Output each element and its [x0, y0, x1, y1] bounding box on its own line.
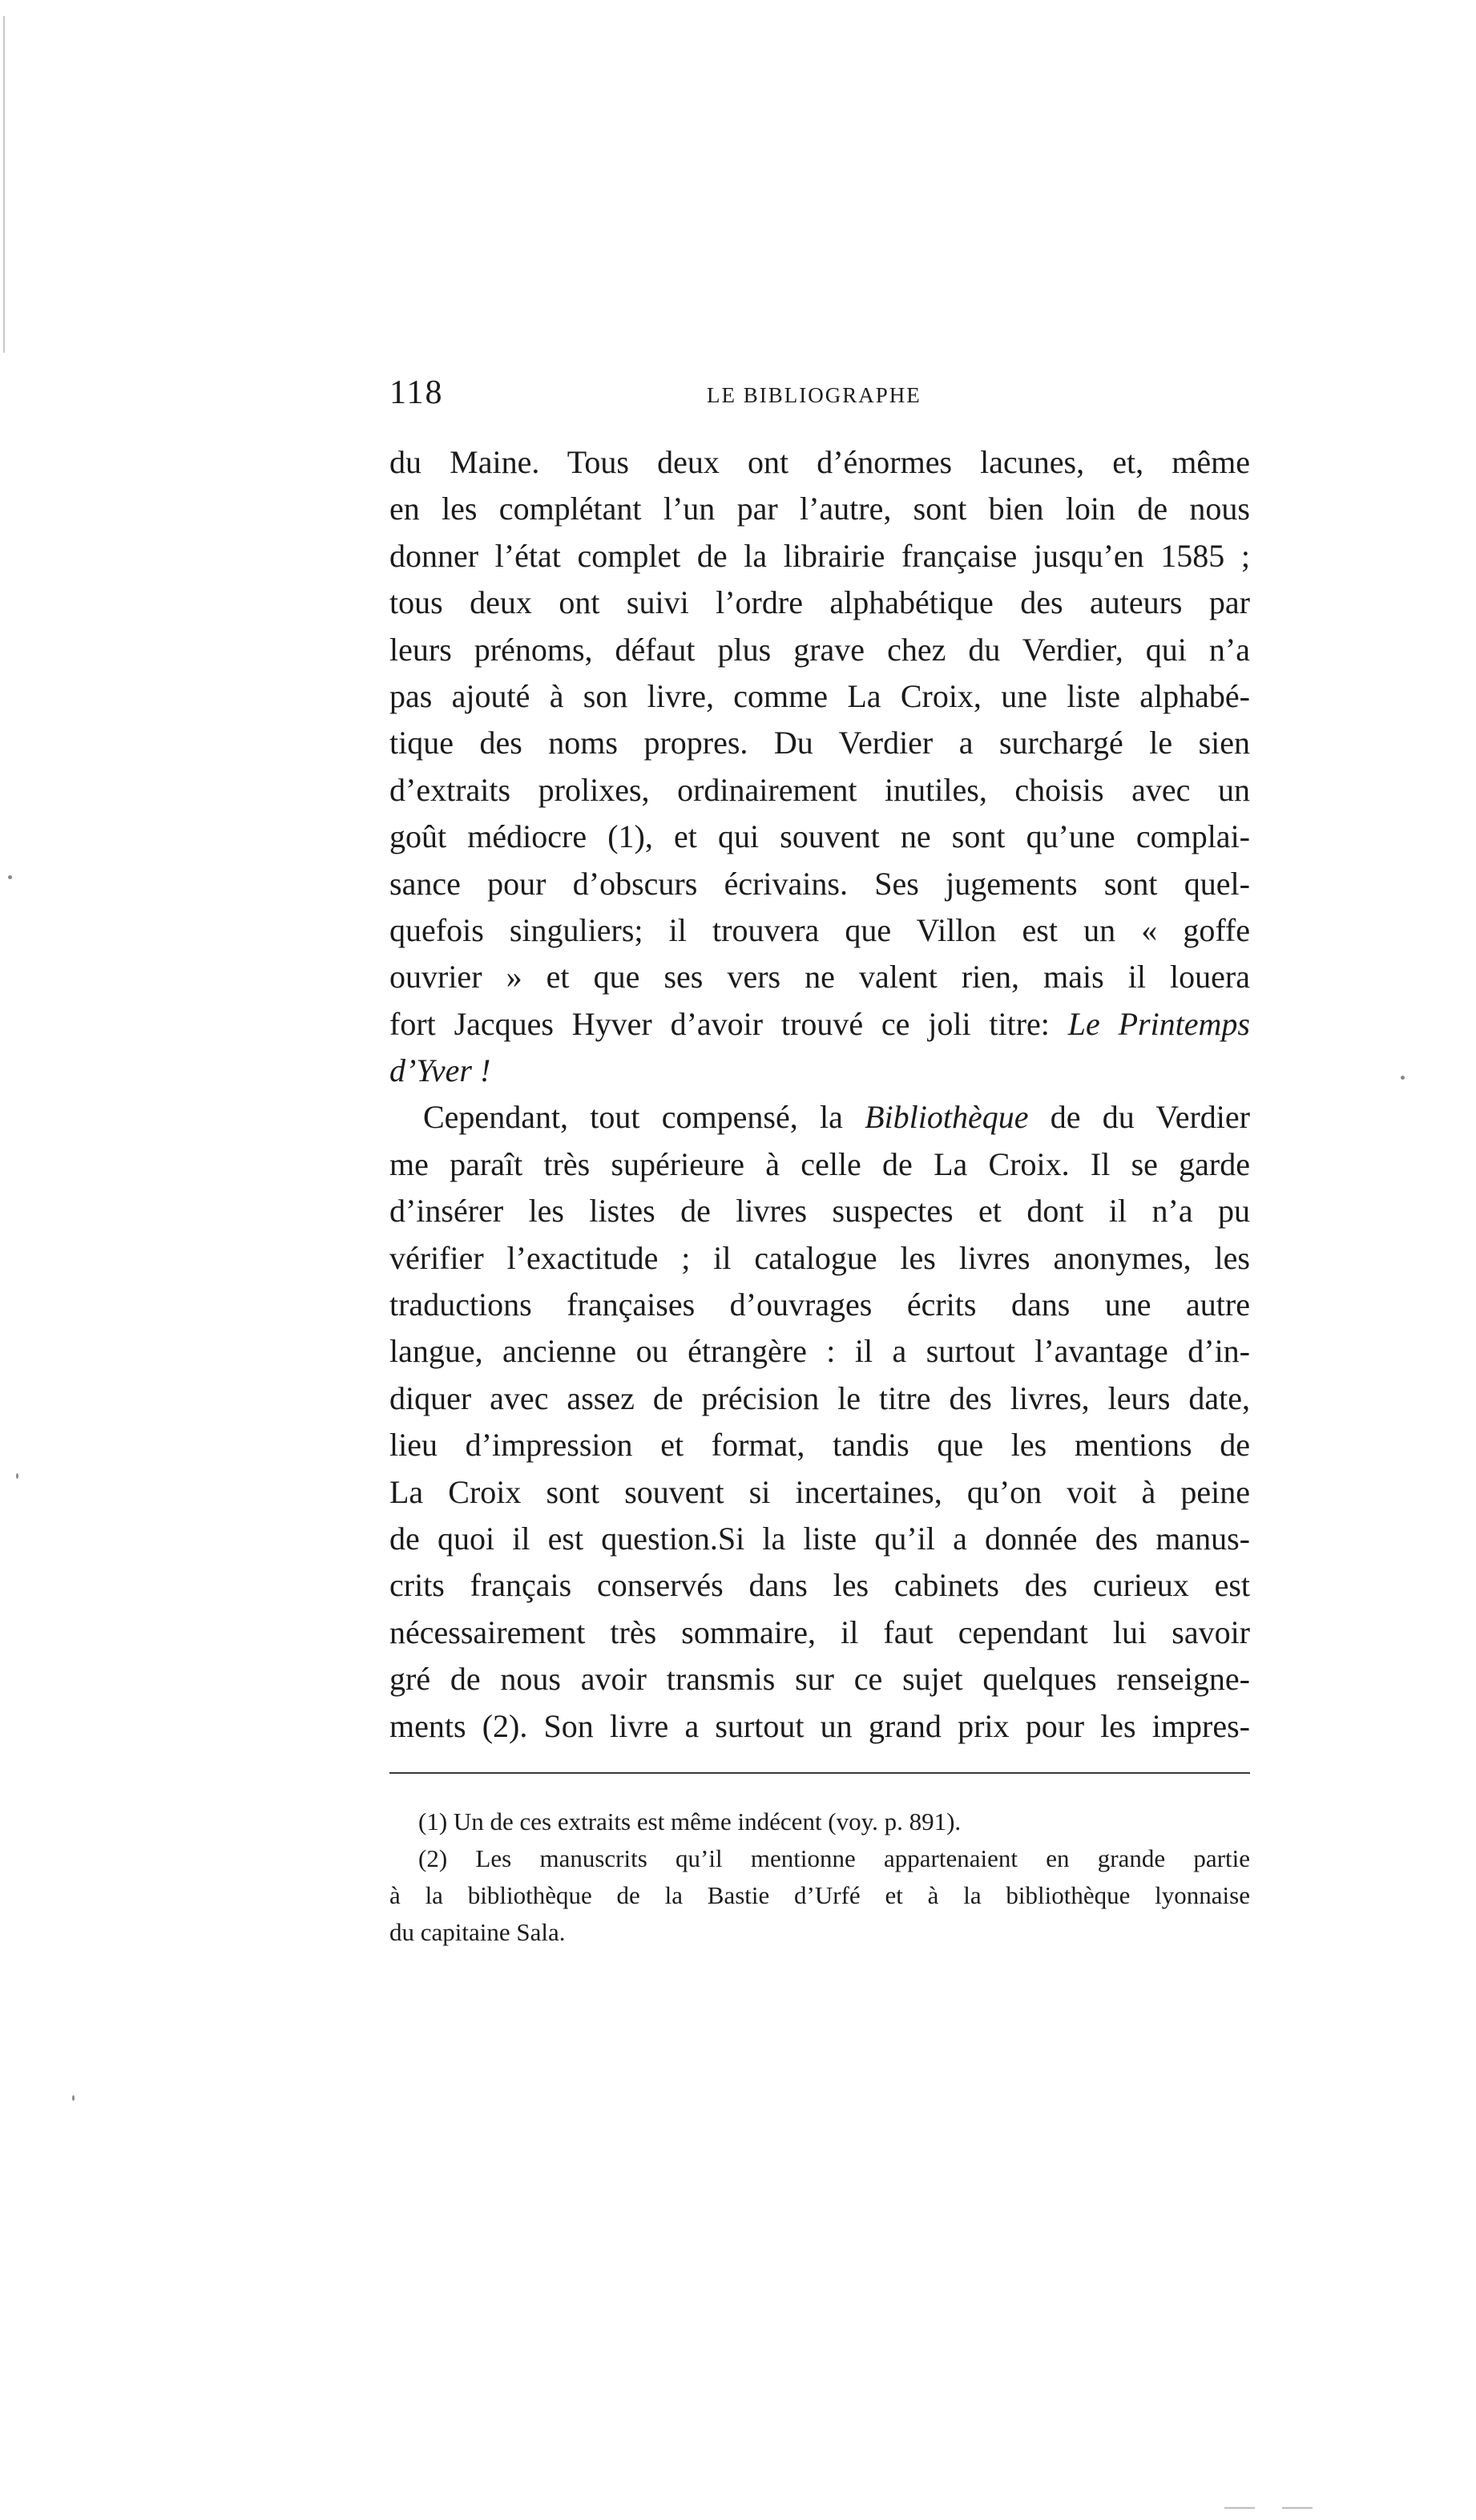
- italic-title: Le Printemps: [1067, 1005, 1251, 1042]
- text-segment: fort Jacques Hyver d’avoir trouvé ce joli titre:: [389, 1005, 1068, 1042]
- bottom-edge-mark: [1282, 2507, 1313, 2509]
- italic-title: Bibliothèque: [865, 1099, 1029, 1136]
- running-title: LE BIBLIOGRAPHE: [707, 383, 921, 407]
- text-line: tique des noms propres. Du Verdier a surchargé le sien: [389, 725, 1250, 761]
- scan-speck: [16, 1473, 18, 1479]
- text-line: langue, ancienne ou étrangère : il a surtout l’avantage d’in-: [389, 1333, 1250, 1370]
- running-head: [389, 374, 1250, 422]
- text-line: leurs prénoms, défaut plus grave chez du Verdier, qui n’a: [389, 631, 1250, 668]
- text-line: pas ajouté à son livre, comme La Croix, une liste alphabé-: [389, 677, 1250, 714]
- text-line: du Maine. Tous deux ont d’énormes lacunes, et, même: [389, 444, 1250, 480]
- text-line: me paraît très supérieure à celle de La Croix. Il se garde: [389, 1145, 1250, 1182]
- text-line: sance pour d’obscurs écrivains. Ses jugements sont quel-: [389, 865, 1250, 902]
- body-text: [389, 439, 1250, 1750]
- footnote-2-line: du capitaine Sala.: [389, 1918, 566, 1946]
- left-edge-scan-mark: [3, 16, 5, 353]
- text-line: diquer avec assez de précision le titre des livres, leurs date,: [389, 1379, 1250, 1416]
- text-line: tous deux ont suivi l’ordre alphabétique des auteurs par: [389, 584, 1250, 621]
- bottom-edge-mark: [1224, 2507, 1255, 2509]
- text-segment: de du Verdier: [1028, 1099, 1250, 1136]
- scan-speck: [1401, 1076, 1405, 1080]
- text-line: donner l’état complet de la librairie française jusqu’en 1585 ;: [389, 537, 1250, 574]
- footnote-2-line: à la bibliothèque de la Bastie d’Urfé et à la bibliothèque lyonnaise: [389, 1881, 1250, 1909]
- footnotes: [389, 1803, 1250, 1951]
- footnote-2-line: (2) Les manuscrits qu’il mentionne appartenaient en grande partie: [418, 1844, 1250, 1872]
- text-line: traductions françaises d’ouvrages écrits dans une autre: [389, 1286, 1250, 1323]
- text-line: nécessairement très sommaire, il faut cependant lui savoir: [389, 1613, 1250, 1650]
- text-line: de quoi il est question.Si la liste qu’il a donnée des manus-: [389, 1520, 1250, 1557]
- text-line: [389, 1001, 1250, 1048]
- text-line: d’insérer les listes de livres suspectes et dont il n’a pu: [389, 1193, 1250, 1230]
- text-line: lieu d’impression et format, tandis que les mentions de: [389, 1427, 1250, 1464]
- text-line: vérifier l’exactitude ; il catalogue les livres anonymes, les: [389, 1239, 1250, 1276]
- scan-speck: [8, 875, 12, 879]
- text-line: ouvrier » et que ses vers ne valent rien, mais il louera: [389, 959, 1250, 995]
- text-line: crits français conservés dans les cabinets des curieux est: [389, 1567, 1250, 1604]
- footnote-divider: [389, 1772, 1250, 1774]
- text-line: La Croix sont souvent si incertaines, qu’on voit à peine: [389, 1473, 1250, 1510]
- text-line: goût médiocre (1), et qui souvent ne sont qu’une complai-: [389, 818, 1250, 855]
- footnote-1: (1) Un de ces extraits est même indécent (voy. p. 891).: [418, 1807, 962, 1835]
- text-line: gré de nous avoir transmis sur ce sujet quelques renseigne-: [389, 1661, 1250, 1698]
- text-line: ments (2). Son livre a surtout un grand prix pour les impres-: [389, 1707, 1250, 1744]
- text-line: [389, 1094, 1250, 1141]
- page-number: 118: [389, 374, 444, 411]
- scan-speck: [72, 2095, 75, 2101]
- text-line: en les complétant l’un par l’autre, sont bien loin de nous: [389, 491, 1250, 527]
- text-line: d’extraits prolixes, ordinairement inutiles, choisis avec un: [389, 771, 1250, 808]
- text-segment: Cependant, tout compensé, la: [423, 1099, 865, 1136]
- text-line: d’Yver !: [389, 1052, 491, 1089]
- text-line: quefois singuliers; il trouvera que Villon est un « goffe: [389, 911, 1250, 948]
